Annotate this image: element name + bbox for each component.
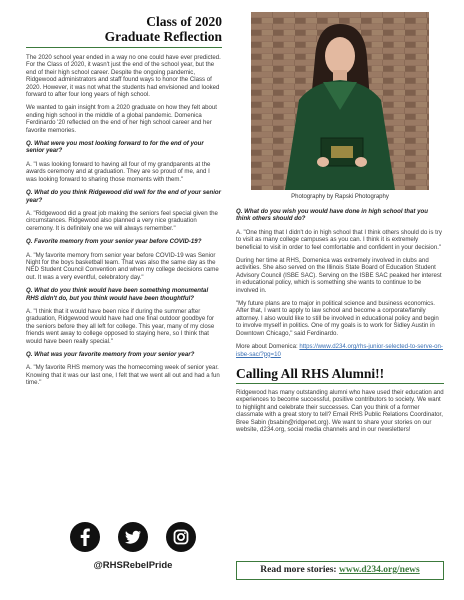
alumni-divider xyxy=(236,383,444,384)
title-divider xyxy=(26,47,222,48)
intro-paragraph-1: The 2020 school year ended in a way no one could have ever predicted. For the Class of 2020, it wasn't just the end of the school year, but the end of their high school career. Despite the ongoing pandemic, Ridgewood administrators and staff found ways to honor the Class of 2020. However, it was not what the students had envisioned and looked forward to after four long years of high school. xyxy=(26,54,221,99)
answer-1: A. "I was looking forward to having all four of my grandparents at the awards ceremony and at graduation. They are so proud of me, and I was looking forward to sharing those moments with them." xyxy=(26,160,211,183)
twitter-icon[interactable] xyxy=(118,522,148,552)
answer-4: A. "I think that it would have been nice if during the summer after graduation, Ridgewood would have had one final outdoor goodbye for the seniors before they all left for college. This year, many of my close friends went away to college opposed to staying here, so I think that would have been really special." xyxy=(26,307,215,345)
future-plans-paragraph: "My future plans are to major in political science and business economics. After that, I want to apply to law school and become a corporate/family attorney. I also would like to still be involved in educational policy and begin to involve myself in politics. One of my goals is to work for Sidley Austin in Downtown Chicago," said Ferdinardo. xyxy=(236,300,439,337)
intro-paragraph-2: We wanted to gain insight from a 2020 graduate on how they felt about ending high school in the middle of a global pandemic. Domenica Ferdinardo '20 reflected on the end of her high school career and her favorite memories. xyxy=(26,104,217,134)
answer-2: A. "Ridgewood did a great job making the seniors feel special given the circumstances. Ridgewood also planned a very nice graduation ceremony. It is definitely one we will always remember." xyxy=(26,209,218,232)
answer-6: A. "One thing that I didn't do in high school that I think others should do is try to visit as many college campuses as you can. I think it is extremely beneficial to visit in order to feel comfortable and confident in your decision." xyxy=(236,228,442,251)
question-6: Q. What do you wish you would have done in high school that you think others should do? xyxy=(236,208,428,223)
alumni-title: Calling All RHS Alumni!! xyxy=(236,365,385,381)
photo-caption: Photography by Rapski Photography xyxy=(291,194,389,200)
question-2: Q. What do you think Ridgewood did well for the end of your senior year? xyxy=(26,189,221,204)
title-line-1: Class of 2020 xyxy=(146,14,222,29)
read-more-label: Read more stories: xyxy=(260,565,339,575)
read-more-box xyxy=(236,561,444,580)
alumni-body: Ridgewood has many outstanding alumni who have used their education and experiences to become successful, positive contributors to society. We want to highlight and celebrate their successes. Can you think of a former classmate with a great story to tell? Email RHS Public Relations Coordinator, Bree Sabin (bsabin@ridgenet.org). We want to share your stories on our website, d234.org, social media channels and in our newsletters! xyxy=(236,388,444,433)
question-3: Q. Favorite memory from your senior year before COVID-19? xyxy=(26,238,202,246)
answer-5: A. "My favorite RHS memory was the homecoming week of senior year. Knowing that it was our last one, I felt that we went all out and had a fun time." xyxy=(26,364,220,387)
graduate-photo xyxy=(251,12,429,190)
read-more-link[interactable]: www.d234.org/news xyxy=(338,565,420,575)
answer-3: A. "My favorite memory from senior year before COVID-19 was Senior Night for the boys basketball team. That was also the same day as the NED Student Council Convention and when my college decisions came out. It was a very eventful, celebratory day." xyxy=(26,251,219,281)
article-title xyxy=(26,14,222,44)
title-line-2: Graduate Reflection xyxy=(104,29,222,44)
question-4: Q. What do you think would have been something monumental RHS didn't do, but you think would have been thoughtful? xyxy=(26,287,209,302)
question-5: Q. What was your favorite memory from your senior year? xyxy=(26,351,195,358)
instagram-icon[interactable] xyxy=(166,522,196,552)
article-left-column xyxy=(26,14,222,393)
question-1: Q. What were you most looking forward to for the end of your senior year? xyxy=(26,140,204,155)
more-about-label: More about Domenica: xyxy=(236,343,300,351)
article-right-column xyxy=(236,12,444,439)
facebook-icon[interactable] xyxy=(70,522,100,552)
social-handle: @RHSRebelPride xyxy=(93,560,173,571)
more-about-line xyxy=(236,343,444,358)
involvement-paragraph: During her time at RHS, Domenica was extremely involved in clubs and activities. She also served on the Illinois State Board of Education Student Advisory Council (ISBE SAC). Serving on the ISBE SAC peaked her interest in educational policy, which is something she wants to continue to be involved in. xyxy=(236,257,442,294)
more-about-link[interactable]: https://www.d234.org/rhs-junior-selected-to-serve-on-isbe-sac/?pg=10 xyxy=(236,343,443,358)
